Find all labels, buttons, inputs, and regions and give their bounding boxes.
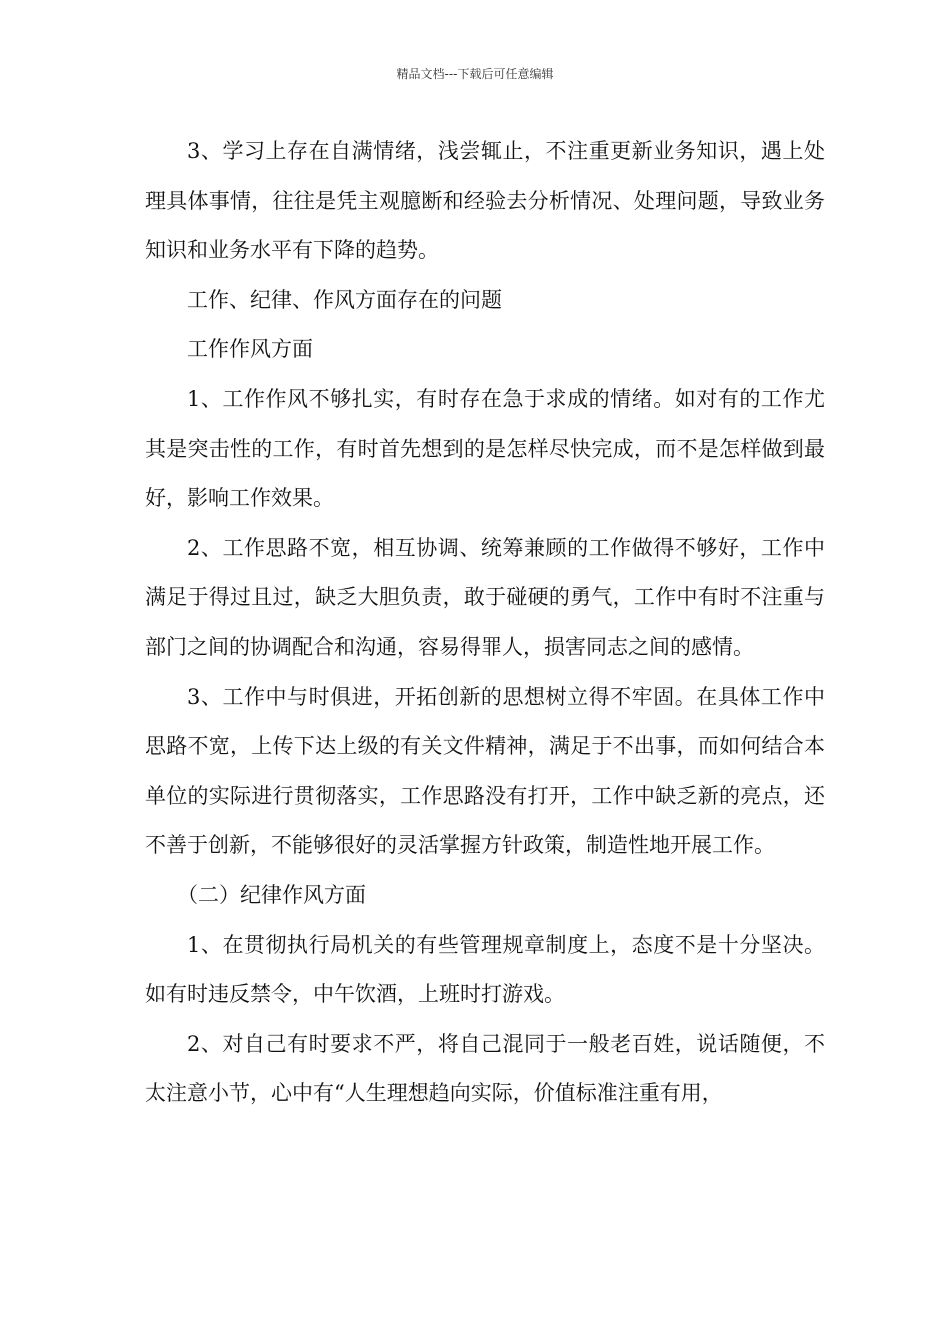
subsection-heading-work-style: 工作作风方面	[187, 337, 313, 362]
section-heading-work-discipline-style: 工作、纪律、作风方面存在的问题	[187, 287, 502, 312]
paragraph-learning-complacency: 3、学习上存在自满情绪，浅尝辄止，不注重更新业务知识，遇上处理具体事情，往往是凭主观臆断和经验去分析情况、处理问题，导致业务知识和业务水平有下降的趋势。	[145, 139, 825, 263]
paragraph-work-style-2: 2、工作思路不宽，相互协调、统筹兼顾的工作做得不够好，工作中满足于得过且过，缺乏大胆负责，敢于碰硬的勇气，工作中有时不注重与部门之间的协调配合和沟通，容易得罪人，损害同志之间的感情。	[145, 535, 825, 659]
subsection-heading-discipline-style: （二）纪律作风方面	[177, 882, 366, 907]
paragraph-work-style-3: 3、工作中与时俱进，开拓创新的思想树立得不牢固。在具体工作中思路不宽，上传下达上级的有关文件精神，满足于不出事，而如何结合本单位的实际进行贯彻落实，工作思路没有打开，工作中缺乏新的亮点，还不善于创新，不能够很好的灵活掌握方针政策，制造性地开展工作。	[145, 684, 825, 858]
page-header: 精品文档---下载后可任意编辑	[396, 67, 554, 81]
paragraph-discipline-2: 2、对自己有时要求不严，将自己混同于一般老百姓，说话随便，不太注意小节，心中有“人生理想趋向实际，价值标准注重有用，	[145, 1031, 825, 1106]
paragraph-discipline-1: 1、在贯彻执行局机关的有些管理规章制度上，态度不是十分坚决。如有时违反禁令，中午饮酒，上班时打游戏。	[145, 932, 825, 1007]
paragraph-work-style-1: 1、工作作风不够扎实，有时存在急于求成的情绪。如对有的工作尤其是突击性的工作，有时首先想到的是怎样尽快完成，而不是怎样做到最好，影响工作效果。	[145, 386, 825, 511]
document-body	[145, 127, 825, 1119]
